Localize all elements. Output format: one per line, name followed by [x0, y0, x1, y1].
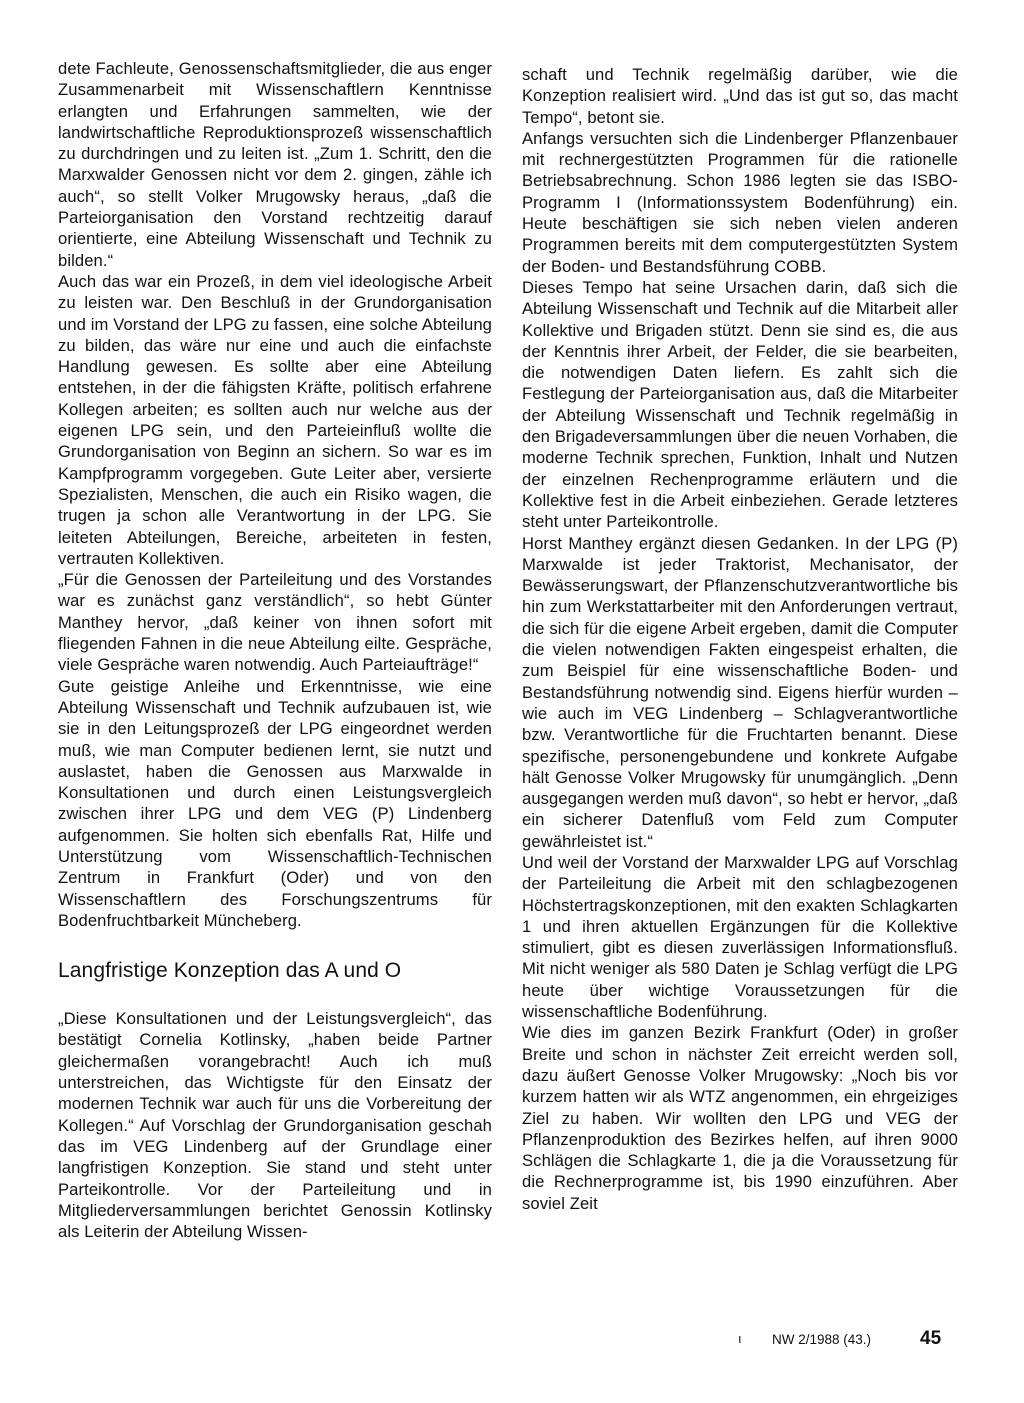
page-footer: [738, 1328, 958, 1352]
paragraph: Dieses Tempo hat seine Ursachen darin, daß sich die Abteilung Wissenschaft und Technik auf die Mitarbeit aller Kollektive und Brigaden stützt. Denn sie sind es, die aus der Kenntnis ihrer Arbeit, der Felder, die sie bearbeiten, die notwendigen Daten liefern. Es zahlt sich die Festlegung der Parteiorganisation aus, daß die Mitarbeiter der Abteilung Wissenschaft und Technik regelmäßig in den Brigadeversammlungen über die neuen Vorhaben, die moderne Technik sprechen, Funktion, Inhalt und Nutzen der einzelnen Rechenprogramme erläutern und die Kollektive fest in die Arbeit einbeziehen. Gerade letzteres steht unter Parteikontrolle.: [522, 277, 958, 532]
paragraph: Wie dies im ganzen Bezirk Frankfurt (Oder) in großer Breite und schon in nächster Zeit erreicht werden soll, dazu äußert Genosse Volker Mrugowsky: „Noch bis vor kurzem hatten wir als WTZ angenommen, ein ehrgeiziges Ziel zu haben. Wir wollten den LPG und VEG der Pflanzenproduktion des Bezirkes helfen, auf ihren 9000 Schlägen die Schlagkarte 1, die ja die Voraussetzung für die Rechnerprogramme ist, bis 1990 einzuführen. Aber soviel Zeit: [522, 1023, 958, 1213]
paragraph: Anfangs versuchten sich die Lindenberger Pflanzenbauer mit rechnergestützten Programmen für die rationelle Betriebsabrechnung. Schon 1986 legten sie das ISBO-Programm I (Informationssystem Bodenführung) ein. Heute beschäftigen sie sich neben vielen anderen Programmen bereits mit dem computergestützten System der Boden- und Bestandsführung COBB.: [522, 128, 958, 276]
page-number: 45: [920, 1328, 942, 1349]
paragraph: Auch das war ein Prozeß, in dem viel ideologische Arbeit zu leisten war. Den Beschluß in der Grundorganisation und im Vorstand der LPG zu fassen, eine solche Abteilung zu bilden, das wäre nur eine und auch die einfachste Handlung gewesen. Es sollte aber eine Abteilung entstehen, in der die fähigsten Kräfte, politisch erfahrene Kollegen arbeiten; es sollten auch nur welche aus der eigenen LPG sein, und den Parteieinfluß wollte die Grundorganisation von Beginn an sichern. So war es im Kampfprogramm vorgegeben. Gute Leiter aber, versierte Spezialisten, Menschen, die auch ein Risiko wagen, die trugen ja schon alle Verantwortung in der LPG. Sie leiteten Abteilungen, Bereiche, arbeiteten in festen, vertrauten Kollektiven.: [58, 271, 492, 568]
paragraph: schaft und Technik regelmäßig darüber, wie die Konzeption realisiert wird. „Und das ist gut so, das macht Tempo“, betont sie.: [522, 65, 958, 127]
section-heading: Langfristige Konzeption das A und O: [58, 959, 402, 983]
paragraph: dete Fachleute, Genossenschaftsmitglieder, die aus enger Zusammenarbeit mit Wissenschaftlern Kenntnisse erlangten und Erfahrungen sammelten, wie der landwirtschaftliche Reproduktionsprozeß wissenschaftlich zu durchdringen und zu leiten ist. „Zum 1. Schritt, den die Marxwalder Genossen nicht vor dem 2. gingen, zähle ich auch“, so stellt Volker Mrugowsky heraus, „daß die Parteiorganisation den Vorstand rechtzeitig darauf orientierte, eine Abteilung Wissenschaft und Technik zu bilden.“: [58, 59, 492, 270]
paragraph: Gute geistige Anleihe und Erkenntnisse, wie eine Abteilung Wissenschaft und Technik aufzubauen ist, wie sie in den Leitungsprozeß der LPG eingeordnet werden muß, wie man Computer bedienen lernt, sie nutzt und auslastet, haben die Genossen aus Marxwalde in Konsultationen und durch einen Leistungsvergleich zwischen ihrer LPG und dem VEG (P) Lindenberg aufgenommen. Sie holten sich ebenfalls Rat, Hilfe und Unterstützung vom Wissenschaftlich-Technischen Zentrum in Frankfurt (Oder) und von den Wissenschaftlern des Forschungszentrums für Bodenfruchtbarkeit Müncheberg.: [58, 676, 492, 930]
footer-mark: ı: [738, 1331, 742, 1346]
paragraph: Und weil der Vorstand der Marxwalder LPG auf Vorschlag der Parteileitung die Arbeit mit den schlagbezogenen Höchstertragskonzeptionen, mit den exakten Schlagkarten 1 und ihren aktuellen Ergänzungen für die Kollektive stimuliert, gibt es diesen zuverlässigen Informationsfluß. Mit nicht weniger als 580 Daten je Schlag verfügt die LPG heute über wichtige Voraussetzungen für die wissenschaftliche Bodenführung.: [522, 852, 958, 1022]
issue-reference: NW 2/1988 (43.): [772, 1332, 872, 1347]
paragraph: „Diese Konsultationen und der Leistungsvergleich“, das bestätigt Cornelia Kotlinsky, „haben beide Partner gleichermaßen vorangebracht! Auch ich muß unterstreichen, das Wichtigste für den Einsatz der modernen Technik war auch für uns die Vorbereitung der Kollegen.“ Auf Vorschlag der Grundorganisation geschah das im VEG Lindenberg auf der Grundlage einer langfristigen Konzeption. Sie stand und steht unter Parteikontrolle. Vor der Parteileitung und in Mitgliederversammlungen berichtet Genossin Kotlinsky als Leiterin der Abteilung Wissen-: [58, 1009, 492, 1242]
paragraph: Horst Manthey ergänzt diesen Gedanken. In der LPG (P) Marxwalde ist jeder Traktorist, Mechanisator, der Bewässerungswart, der Pflanzenschutzverantwortliche bis hin zum Werkstattarbeiter mit den Anforderungen vertraut, die sich für die eigene Arbeit ergeben, damit die Computer die vielen notwendigen Fakten eingespeist erhalten, die zum Beispiel für eine wissenschaftliche Boden- und Bestandsführung notwendig sind. Eigens hierfür wurden – wie auch im VEG Lindenberg – Schlagverantwortliche bzw. Verantwortliche für die Fruchtarten benannt. Diese spezifische, personengebundene und konkrete Aufgabe hält Genosse Volker Mrugowsky für unumgänglich. „Denn ausgegangen werden muß davon“, so hebt er hervor, „daß ein sicherer Datenfluß vom Feld zum Computer gewährleistet ist.“: [522, 533, 958, 851]
right-column: [522, 64, 958, 1214]
paragraph: „Für die Genossen der Parteileitung und des Vorstandes war es zunächst ganz verständlich“, so hebt Günter Manthey hervor, „daß keiner von ihnen sofort mit fliegenden Fahnen in die neue Abteilung eilte. Gespräche, viele Gespräche waren notwendig. Auch Parteiaufträge!“: [58, 570, 492, 675]
left-column: [58, 58, 492, 1242]
